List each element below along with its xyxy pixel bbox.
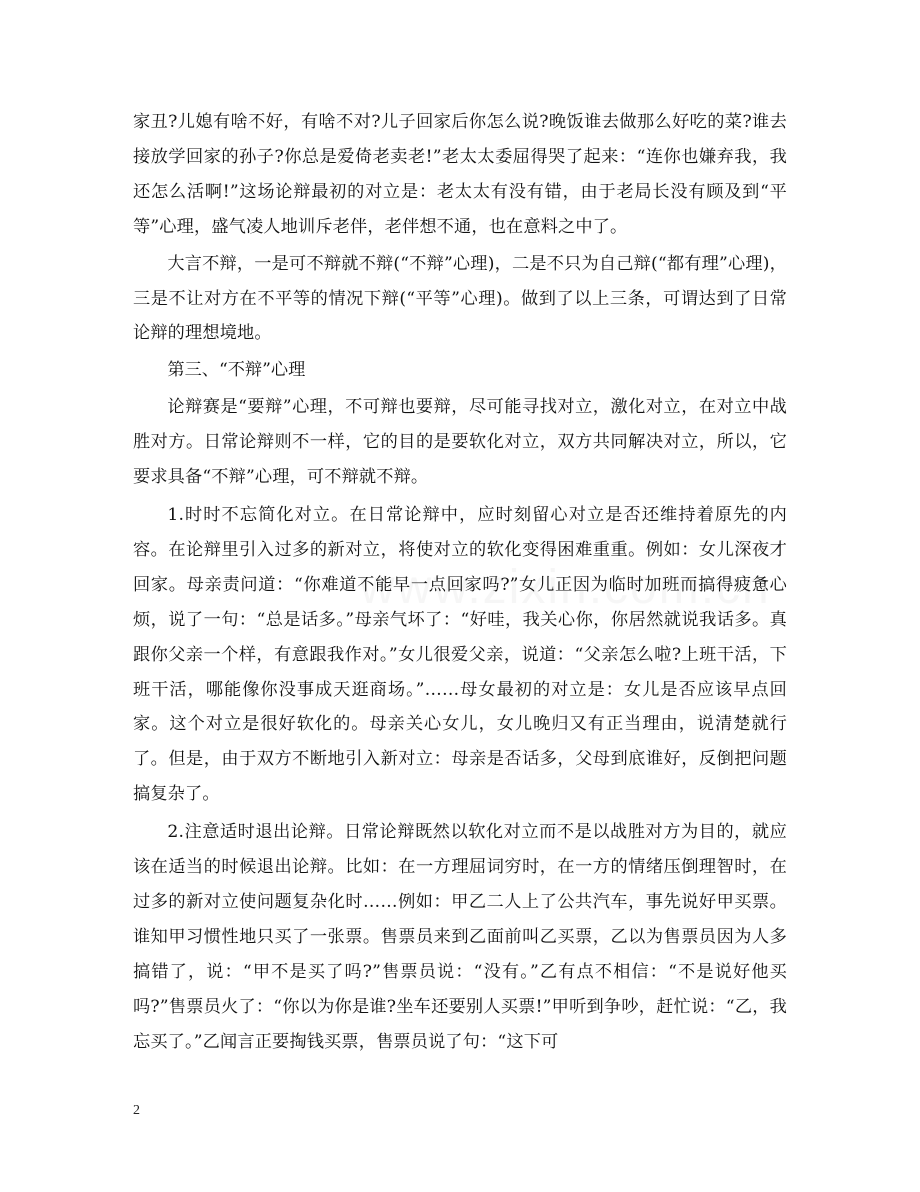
paragraph-point-1: 1.时时不忘简化对立。在日常论辩中，应时刻留心对立是否还维持着原先的内容。在论辩里引入过多的新对立，将使对立的软化变得困难重重。例如：女儿深夜才回家。母亲责问道：“你难道不能早一点回家吗?”女儿正因为临时加班而搞得疲惫心烦，说了一句：“总是话多。”母亲气坏了：“好哇，我关心你，你居然就说我话多。真跟你父亲一个样，有意跟我作对。”女儿很爱父亲，说道：“父亲怎么啦?上班干活，下班干活，哪能像你没事成天逛商场。”……母女最初的对立是：女儿是否应该早点回家。这个对立是很好软化的。母亲关心女儿，女儿晚归又有正当理由，说清楚就行了。但是，由于双方不断地引入新对立：母亲是否话多，父母到底谁好，反倒把问题搞复杂了。 (133, 504, 787, 805)
paragraph-intro: 论辩赛是“要辩”心理，不可辩也要辩，尽可能寻找对立，激化对立，在对立中战胜对方。日常论辩则不一样，它的目的是要软化对立，双方共同解决对立，所以，它要求具备“不辩”心理，可不辩就不辩。 (133, 397, 787, 488)
section-heading: 第三、“不辩”心理 (167, 360, 306, 381)
document-body (133, 105, 787, 1059)
paragraph-point-2: 2.注意适时退出论辩。日常论辩既然以软化对立而不是以战胜对方为目的，就应该在适当的时候退出论辩。比如：在一方理屈词穷时，在一方的情绪压倒理智时，在过多的新对立使问题复杂化时……例如：甲乙二人上了公共汽车，事先说好甲买票。谁知甲习惯性地只买了一张票。售票员来到乙面前叫乙买票，乙以为售票员因为人多搞错了，说：“甲不是买了吗?”售票员说：“没有。”乙有点不相信：“不是说好他买吗?”售票员火了：“你以为你是谁?坐车还要别人买票!”甲听到争吵，赶忙说：“乙，我忘买了。”乙闻言正要掏钱买票，售票员说了句：“这下可 (133, 822, 787, 1052)
page-number: 2 (133, 1103, 140, 1118)
paragraph-summary: 大言不辩，一是可不辩就不辩(“不辩”心理)，二是不只为自己辩(“都有理”心理)，三是不让对方在不平等的情况下辩(“平等”心理)。做到了以上三条，可谓达到了日常论辩的理想境地。 (133, 253, 787, 344)
paragraph-continuation: 家丑?儿媳有啥不好，有啥不对?儿子回家后你怎么说?晚饭谁去做那么好吃的菜?谁去接放学回家的孙子?你总是爱倚老卖老!”老太太委屈得哭了起来：“连你也嫌弃我，我还怎么活啊!”这场论辩最初的对立是：老太太有没有错，由于老局长没有顾及到“平等”心理，盛气凌人地训斥老伴，老伴想不通，也在意料之中了。 (133, 112, 787, 237)
